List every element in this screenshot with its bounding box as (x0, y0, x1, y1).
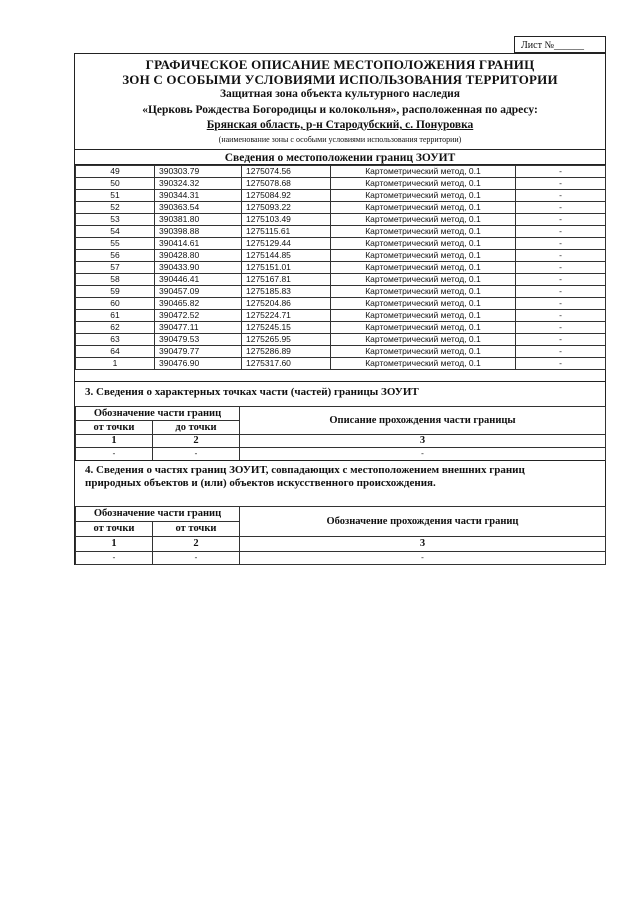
point-number-cell: 53 (76, 214, 155, 226)
x-coordinate-cell: 390303.79 (155, 166, 242, 178)
description-cell: - (516, 274, 606, 286)
y-coordinate-cell: 1275103.49 (242, 214, 331, 226)
x-coordinate-cell: 390398.88 (155, 226, 242, 238)
description-cell: - (516, 298, 606, 310)
x-coordinate-cell: 390476.90 (155, 358, 242, 370)
method-cell: Картометрический метод, 0.1 (331, 214, 516, 226)
table-row (76, 226, 606, 238)
point-number-cell: 60 (76, 298, 155, 310)
x-coordinate-cell: 390428.80 (155, 250, 242, 262)
x-coordinate-cell: 390479.53 (155, 334, 242, 346)
description-cell: - (516, 226, 606, 238)
method-cell: Картометрический метод, 0.1 (331, 358, 516, 370)
y-coordinate-cell: 1275286.89 (242, 346, 331, 358)
y-coordinate-cell: 1275084.92 (242, 190, 331, 202)
coordinates-table (75, 165, 606, 370)
table-row (76, 166, 606, 178)
description-cell: - (516, 334, 606, 346)
point-number-cell: 54 (76, 226, 155, 238)
section-3-val-from: - (76, 448, 153, 461)
point-number-cell: 56 (76, 250, 155, 262)
method-cell: Картометрический метод, 0.1 (331, 286, 516, 298)
table-row (76, 334, 606, 346)
section-4-heading-line-2: природных объектов и (или) объектов искусственного происхождения. (85, 477, 436, 489)
description-cell: - (516, 178, 606, 190)
method-cell: Картометрический метод, 0.1 (331, 238, 516, 250)
object-address: Брянская область, р-н Стародубский, с. Понуровка (206, 119, 474, 131)
y-coordinate-cell: 1275167.81 (242, 274, 331, 286)
table-row (76, 310, 606, 322)
x-coordinate-cell: 390457.09 (155, 286, 242, 298)
description-cell: - (516, 322, 606, 334)
point-number-cell: 50 (76, 178, 155, 190)
y-coordinate-cell: 1275151.01 (242, 262, 331, 274)
y-coordinate-cell: 1275074.56 (242, 166, 331, 178)
section-3-from-header: от точки (76, 421, 153, 435)
x-coordinate-cell: 390472.52 (155, 310, 242, 322)
method-cell: Картометрический метод, 0.1 (331, 322, 516, 334)
method-cell: Картометрический метод, 0.1 (331, 262, 516, 274)
table-row (76, 178, 606, 190)
y-coordinate-cell: 1275144.85 (242, 250, 331, 262)
section-3-val-to: - (153, 448, 240, 461)
y-coordinate-cell: 1275093.22 (242, 202, 331, 214)
section-4-num-to: 2 (153, 537, 240, 552)
table-row (76, 262, 606, 274)
x-coordinate-cell: 390465.82 (155, 298, 242, 310)
table-row (76, 214, 606, 226)
x-coordinate-cell: 390479.77 (155, 346, 242, 358)
section-4-table (75, 506, 606, 565)
section-3-to-header: до точки (153, 421, 240, 435)
point-number-cell: 52 (76, 202, 155, 214)
document-frame (74, 53, 606, 565)
description-cell: - (516, 238, 606, 250)
point-number-cell: 1 (76, 358, 155, 370)
description-cell: - (516, 202, 606, 214)
point-number-cell: 64 (76, 346, 155, 358)
description-cell: - (516, 262, 606, 274)
section-4-heading-line-1: 4. Сведения о частях границ ЗОУИТ, совпадающих с местоположением внешних границ (85, 464, 525, 476)
x-coordinate-cell: 390324.32 (155, 178, 242, 190)
point-number-cell: 57 (76, 262, 155, 274)
description-cell: - (516, 286, 606, 298)
point-number-cell: 51 (76, 190, 155, 202)
section-3-val-desc: - (240, 448, 606, 461)
point-number-cell: 62 (76, 322, 155, 334)
point-number-cell: 55 (76, 238, 155, 250)
x-coordinate-cell: 390344.31 (155, 190, 242, 202)
table-row (76, 274, 606, 286)
table-row (76, 238, 606, 250)
method-cell: Картометрический метод, 0.1 (331, 310, 516, 322)
method-cell: Картометрический метод, 0.1 (331, 166, 516, 178)
section-4-val-to: - (153, 552, 240, 565)
method-cell: Картометрический метод, 0.1 (331, 190, 516, 202)
section-3-heading: 3. Сведения о характерных точках части (частей) границы ЗОУИТ (75, 381, 605, 406)
method-cell: Картометрический метод, 0.1 (331, 250, 516, 262)
table-row (76, 190, 606, 202)
description-cell: - (516, 166, 606, 178)
y-coordinate-cell: 1275245.15 (242, 322, 331, 334)
point-number-cell: 58 (76, 274, 155, 286)
table-row (76, 250, 606, 262)
section-4-num-from: 1 (76, 537, 153, 552)
section-4-val-from: - (76, 552, 153, 565)
title-line-1: ГРАФИЧЕСКОЕ ОПИСАНИЕ МЕСТОПОЛОЖЕНИЯ ГРАНИЦ (145, 57, 535, 72)
method-cell: Картометрический метод, 0.1 (331, 346, 516, 358)
method-cell: Картометрический метод, 0.1 (331, 334, 516, 346)
method-cell: Картометрический метод, 0.1 (331, 274, 516, 286)
y-coordinate-cell: 1275317.60 (242, 358, 331, 370)
section-3-num-from: 1 (76, 435, 153, 448)
method-cell: Картометрический метод, 0.1 (331, 178, 516, 190)
y-coordinate-cell: 1275185.83 (242, 286, 331, 298)
section-4-num-desc: 3 (240, 537, 606, 552)
section-3-num-desc: 3 (240, 435, 606, 448)
point-number-cell: 49 (76, 166, 155, 178)
y-coordinate-cell: 1275115.61 (242, 226, 331, 238)
description-cell: - (516, 358, 606, 370)
section-3-table (75, 406, 606, 461)
x-coordinate-cell: 390381.80 (155, 214, 242, 226)
section-4-heading (75, 460, 605, 506)
point-number-cell: 59 (76, 286, 155, 298)
y-coordinate-cell: 1275265.95 (242, 334, 331, 346)
x-coordinate-cell: 390446.41 (155, 274, 242, 286)
description-cell: - (516, 310, 606, 322)
description-cell: - (516, 250, 606, 262)
description-cell: - (516, 190, 606, 202)
method-cell: Картометрический метод, 0.1 (331, 298, 516, 310)
sheet-number-label: Лист №______ (514, 36, 606, 53)
x-coordinate-cell: 390477.11 (155, 322, 242, 334)
table-row (76, 298, 606, 310)
table-row (76, 202, 606, 214)
method-cell: Картометрический метод, 0.1 (331, 226, 516, 238)
table-row (76, 358, 606, 370)
y-coordinate-cell: 1275224.71 (242, 310, 331, 322)
section-4-from-header: от точки (76, 522, 153, 537)
section-3-num-to: 2 (153, 435, 240, 448)
description-cell: - (516, 346, 606, 358)
section-4-group-header: Обозначение части границ (76, 507, 240, 522)
zone-name-caption: (наименование зоны с особыми условиями использования территории) (218, 135, 462, 144)
table-row (76, 346, 606, 358)
title-line-2: ЗОН С ОСОБЫМИ УСЛОВИЯМИ ИСПОЛЬЗОВАНИЯ ТЕРРИТОРИИ (122, 72, 558, 87)
point-number-cell: 63 (76, 334, 155, 346)
y-coordinate-cell: 1275078.68 (242, 178, 331, 190)
section-4-to-header: от точки (153, 522, 240, 537)
zone-type: Защитная зона объекта культурного наследия (219, 88, 461, 100)
y-coordinate-cell: 1275204.86 (242, 298, 331, 310)
y-coordinate-cell: 1275129.44 (242, 238, 331, 250)
x-coordinate-cell: 390433.90 (155, 262, 242, 274)
x-coordinate-cell: 390414.61 (155, 238, 242, 250)
section-4-val-desc: - (240, 552, 606, 565)
coords-section-title: Сведения о местоположении границ ЗОУИТ (75, 149, 605, 165)
point-number-cell: 61 (76, 310, 155, 322)
method-cell: Картометрический метод, 0.1 (331, 202, 516, 214)
object-name: «Церковь Рождества Богородицы и колокольня», расположенная по адресу: (142, 104, 538, 116)
document-header (75, 54, 605, 148)
section-3-desc-header: Описание прохождения части границы (240, 407, 606, 435)
description-cell: - (516, 214, 606, 226)
x-coordinate-cell: 390363.54 (155, 202, 242, 214)
table-row (76, 286, 606, 298)
section-3-group-header: Обозначение части границ (76, 407, 240, 421)
table-row (76, 322, 606, 334)
section-4-desc-header: Обозначение прохождения части границ (240, 507, 606, 537)
